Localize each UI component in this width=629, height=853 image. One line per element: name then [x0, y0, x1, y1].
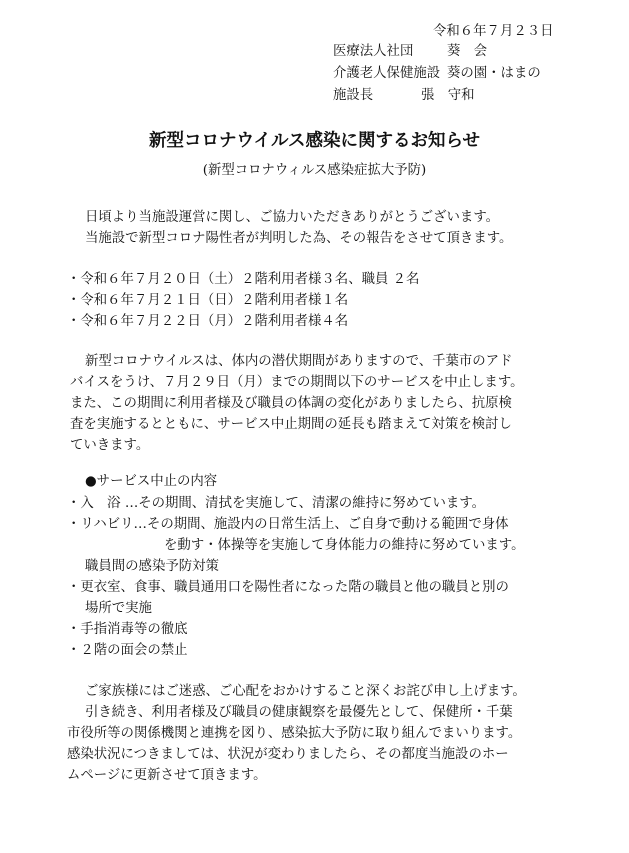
closing-line: ご家族様にはご迷惑、ご心配をおかけすること深くお詫び申し上げます。	[85, 684, 526, 699]
intro-line: 当施設で新型コロナ陽性者が判明した為、その報告をさせて頂きます。	[85, 231, 513, 246]
service-item-continuation: を動す・体操等を実施して身体能力の維持に努めています。	[164, 538, 525, 553]
page-title: 新型コロナウイルス感染に関するお知らせ	[149, 131, 480, 151]
director-name: 張 守和	[421, 88, 475, 103]
paragraph-line: 新型コロナウイルスは、体内の潜伏期間がありますので、千葉市のアド	[85, 354, 513, 369]
case-item: ・令和６年７月２２日（月）２階利用者様４名	[67, 314, 349, 329]
paragraph-line: ていきます。	[70, 438, 150, 453]
org-name: 葵 会	[447, 44, 488, 59]
director-label: 施設長	[333, 88, 374, 103]
case-item: ・令和６年７月２１日（日）２階利用者様１名	[67, 293, 349, 308]
closing-line: ムページに更新させて頂きます。	[67, 768, 267, 783]
service-suspension-heading: ●サービス中止の内容	[85, 474, 218, 489]
paragraph-line: バイスをうけ、７月２９日（月）までの期間以下のサービスを中止します。	[70, 375, 524, 390]
facility-name: 葵の園・はまの	[447, 66, 541, 81]
paragraph-line: 査を実施するとともに、サービス中止期間の延長も踏まえて対策を検討し	[70, 417, 512, 432]
org-label: 医療法人社団	[333, 44, 414, 59]
paragraph-line: また、この期間に利用者様及び職員の体調の変化がありましたら、抗原検	[70, 396, 512, 411]
closing-line: 市役所等の関係機関と連携を図り、感染拡大予防に取り組んでまいります。	[67, 726, 522, 741]
closing-line: 感染状況につきましては、状況が変わりましたら、その都度当施設のホー	[67, 747, 509, 762]
issue-date: 令和６年７月２３日	[433, 24, 554, 39]
staff-measures-heading: 職員間の感染予防対策	[85, 559, 219, 574]
page-subtitle: (新型コロナウィルス感染症拡大予防)	[202, 163, 427, 178]
intro-line: 日頃より当施設運営に関し、ご協力いただきありがとうございます。	[85, 210, 500, 225]
staff-measure-item-continuation: 場所で実施	[85, 601, 152, 616]
staff-measure-item: ・更衣室、食事、職員通用口を陽性者になった階の職員と他の職員と別の	[67, 580, 509, 595]
service-item: ・入 浴 …その期間、清拭を実施して、清潔の維持に努めています。	[67, 496, 486, 511]
case-item: ・令和６年７月２０日（土）２階利用者様３名、職員 ２名	[67, 272, 420, 287]
closing-line: 引き続き、利用者様及び職員の健康観察を最優先として、保健所・千葉	[85, 705, 513, 720]
staff-measure-item: ・手指消毒等の徹底	[67, 622, 188, 637]
service-item: ・リハビリ…その期間、施設内の日常生活上、ご自身で動ける範囲で身体	[67, 517, 509, 532]
staff-measure-item: ・２階の面会の禁止	[67, 643, 188, 658]
facility-label: 介護老人保健施設	[333, 66, 441, 81]
